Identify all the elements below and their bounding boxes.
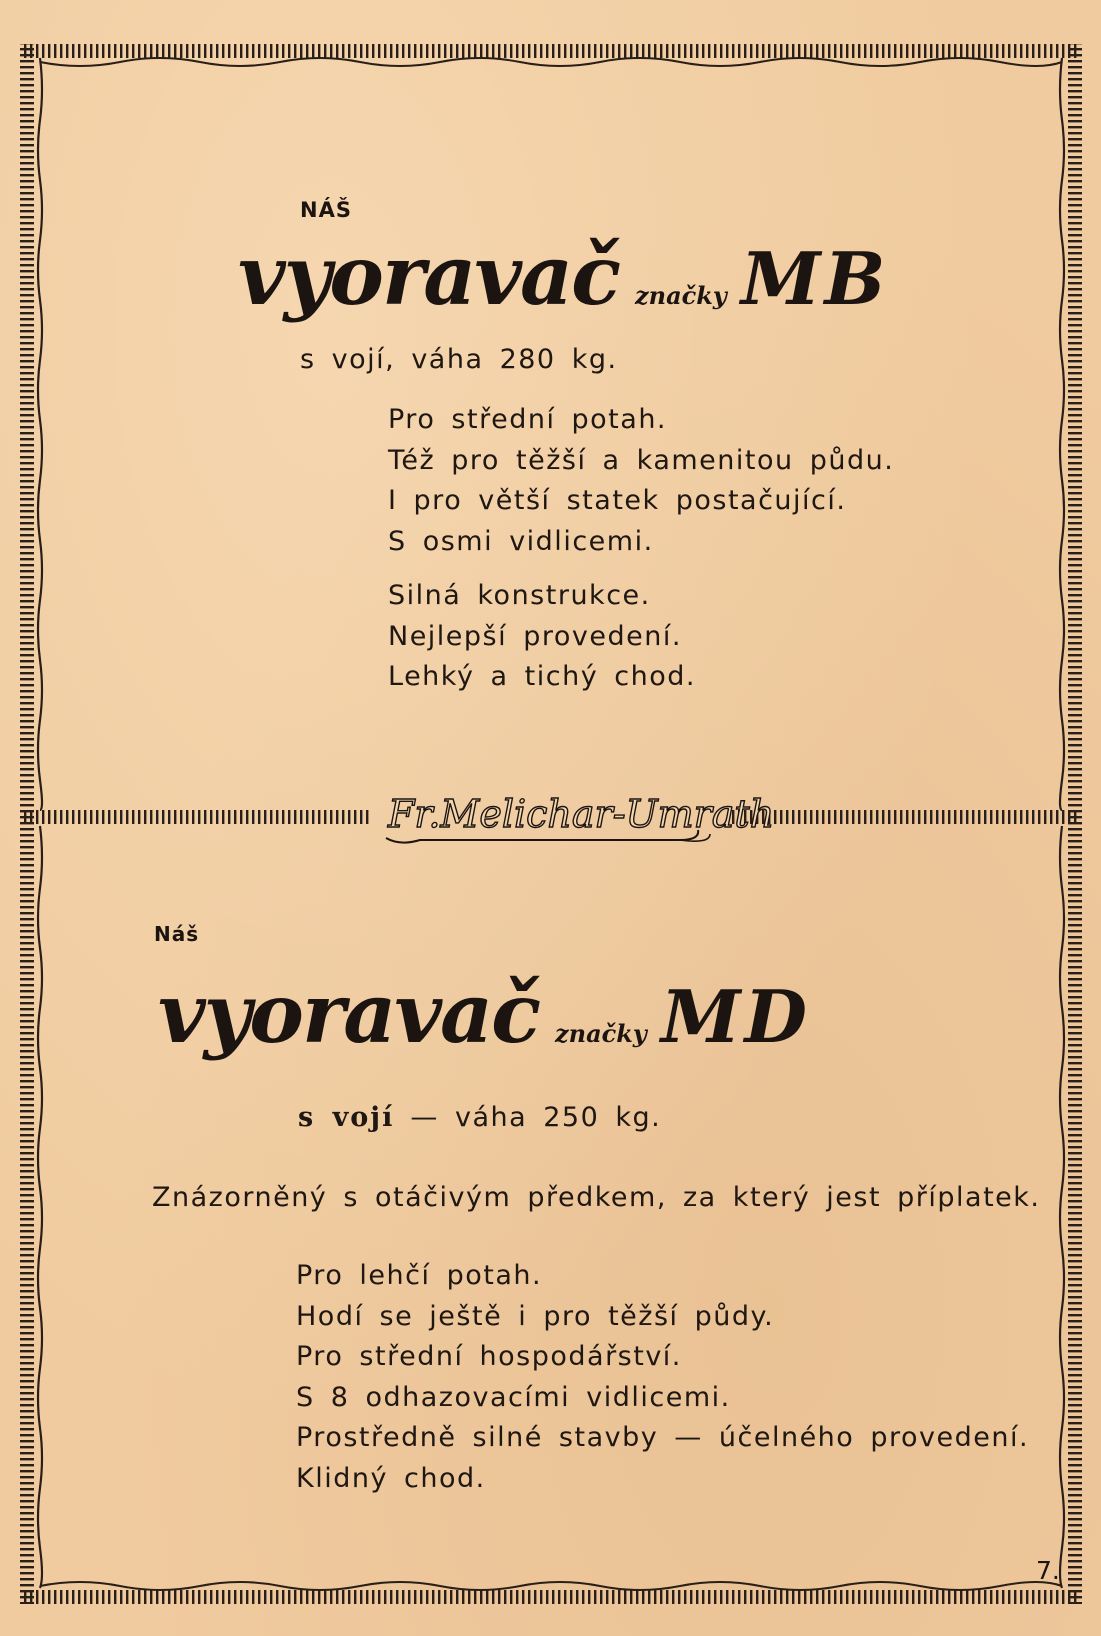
- feature-line: Silná konstrukce.: [388, 580, 651, 611]
- brand-logo: [380, 786, 775, 848]
- feature-line: Klidný chod.: [296, 1462, 486, 1494]
- section-mb-mark: MB: [740, 236, 890, 321]
- page-number: 7.: [1036, 1556, 1060, 1585]
- section-mb-features: [388, 400, 894, 698]
- section-mb-brand-word: značky: [635, 281, 727, 310]
- feature-line: Pro lehčí potah.: [296, 1260, 543, 1291]
- feature-line: Nejlepší provedení.: [388, 620, 682, 652]
- section-md-spec: [298, 1102, 661, 1133]
- section-md-spec-bold: s vojí: [298, 1102, 395, 1133]
- section-mb-spec: s vojí, váha 280 kg.: [300, 344, 618, 375]
- feature-line: Pro střední potah.: [388, 404, 668, 435]
- section-md-spec-rest: — váha 250 kg.: [394, 1102, 662, 1133]
- section-mb-intro: NÁŠ: [300, 198, 352, 222]
- feature-line: S 8 odhazovacími vidlicemi.: [296, 1381, 731, 1413]
- section-md-headline: [158, 966, 811, 1062]
- section-mb-headline: [238, 228, 889, 324]
- feature-line: Hodí se ještě i pro těžší půdy.: [296, 1300, 775, 1332]
- section-mb-title: vyoravač: [238, 228, 620, 324]
- feature-line: I pro větší statek postačující.: [388, 485, 847, 516]
- section-md-mark: MD: [660, 974, 811, 1059]
- feature-line: Též pro těžší a kamenitou půdu.: [388, 444, 895, 476]
- section-md-features: [296, 1256, 1029, 1499]
- feature-line: Prostředně silné stavby — účelného provedení.: [296, 1422, 1030, 1453]
- section-md-brand-word: značky: [555, 1019, 647, 1048]
- feature-line: S osmi vidlicemi.: [388, 525, 654, 557]
- feature-line: Lehký a tichý chod.: [388, 661, 696, 692]
- section-md-note: Znázorněný s otáčivým předkem, za který jest příplatek.: [152, 1182, 1041, 1213]
- section-md-intro: Náš: [154, 922, 200, 946]
- section-md-title: vyoravač: [158, 966, 540, 1062]
- feature-line: Pro střední hospodářství.: [296, 1341, 682, 1372]
- logo-text: Fr.Melichar-Umrath: [388, 792, 775, 836]
